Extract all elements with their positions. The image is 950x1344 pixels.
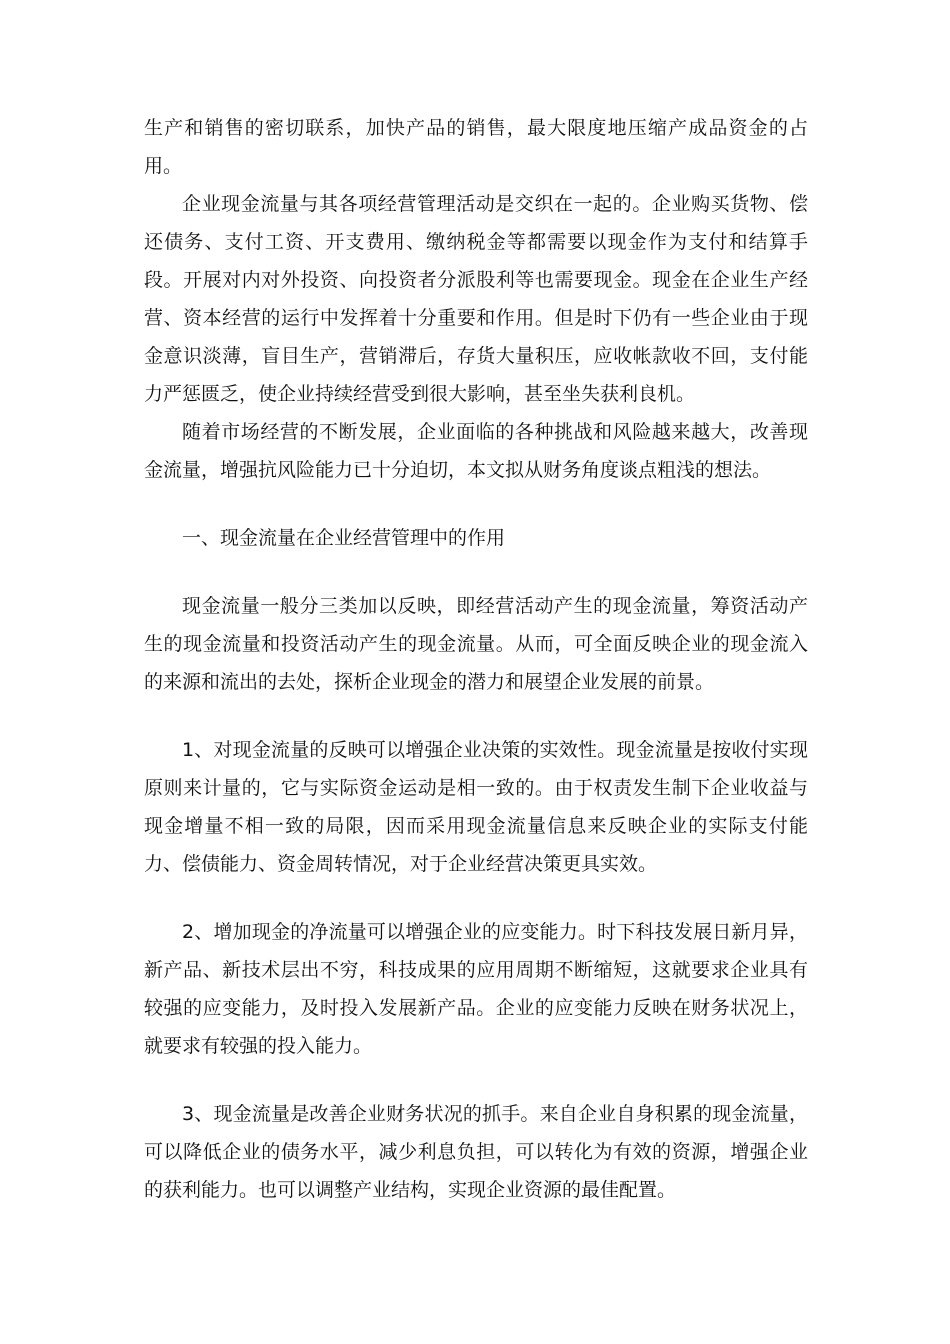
list-item-2: 2、增加现金的净流量可以增强企业的应变能力。时下科技发展日新月异，新产品、新技术层出不穷，科技成果的应用周期不断缩短，这就要求企业具有较强的应变能力，及时投入发展新产品。企业的应变能力反映在财务状况上，就要求有较强的投入能力。 xyxy=(144,921,808,1057)
section-intro: 现金流量一般分三类加以反映，即经营活动产生的现金流量，筹资活动产生的现金流量和投资活动产生的现金流量。从而，可全面反映企业的现金流入的来源和流出的去处，探析企业现金的潜力和展望企业发展的前景。 xyxy=(144,595,808,693)
list-item-3: 3、现金流量是改善企业财务状况的抓手。来自企业自身积累的现金流量，可以降低企业的债务水平，减少利息负担，可以转化为有效的资源，增强企业的获利能力。也可以调整产业结构，实现企业资源的最佳配置。 xyxy=(144,1103,808,1201)
paragraph-cash-flow-operations: 企业现金流量与其各项经营管理活动是交织在一起的。企业购买货物、偿还债务、支付工资、开支费用、缴纳税金等都需要以现金作为支付和结算手段。开展对内对外投资、向投资者分派股利等也需要现金。现金在企业生产经营、资本经营的运行中发挥着十分重要和作用。但是时下仍有一些企业由于现金意识淡薄，盲目生产，营销滞后，存货大量积压，应收帐款收不回，支付能力严惩匮乏，使企业持续经营受到很大影响，甚至坐失获利良机。 xyxy=(144,193,808,405)
paragraph-continuation: 生产和销售的密切联系，加快产品的销售，最大限度地压缩产成品资金的占用。 xyxy=(144,117,808,177)
document-body xyxy=(144,109,808,1239)
paragraph-market-development: 随着市场经营的不断发展，企业面临的各种挑战和风险越来越大，改善现金流量，增强抗风险能力已十分迫切，本文拟从财务角度谈点粗浅的想法。 xyxy=(144,421,808,481)
section-heading: 一、现金流量在企业经营管理中的作用 xyxy=(182,527,506,549)
list-item-1: 1、对现金流量的反映可以增强企业决策的实效性。现金流量是按收付实现原则来计量的，它与实际资金运动是相一致的。由于权责发生制下企业收益与现金增量不相一致的局限，因而采用现金流量信息来反映企业的实际支付能力、偿债能力、资金周转情况，对于企业经营决策更具实效。 xyxy=(144,739,808,875)
